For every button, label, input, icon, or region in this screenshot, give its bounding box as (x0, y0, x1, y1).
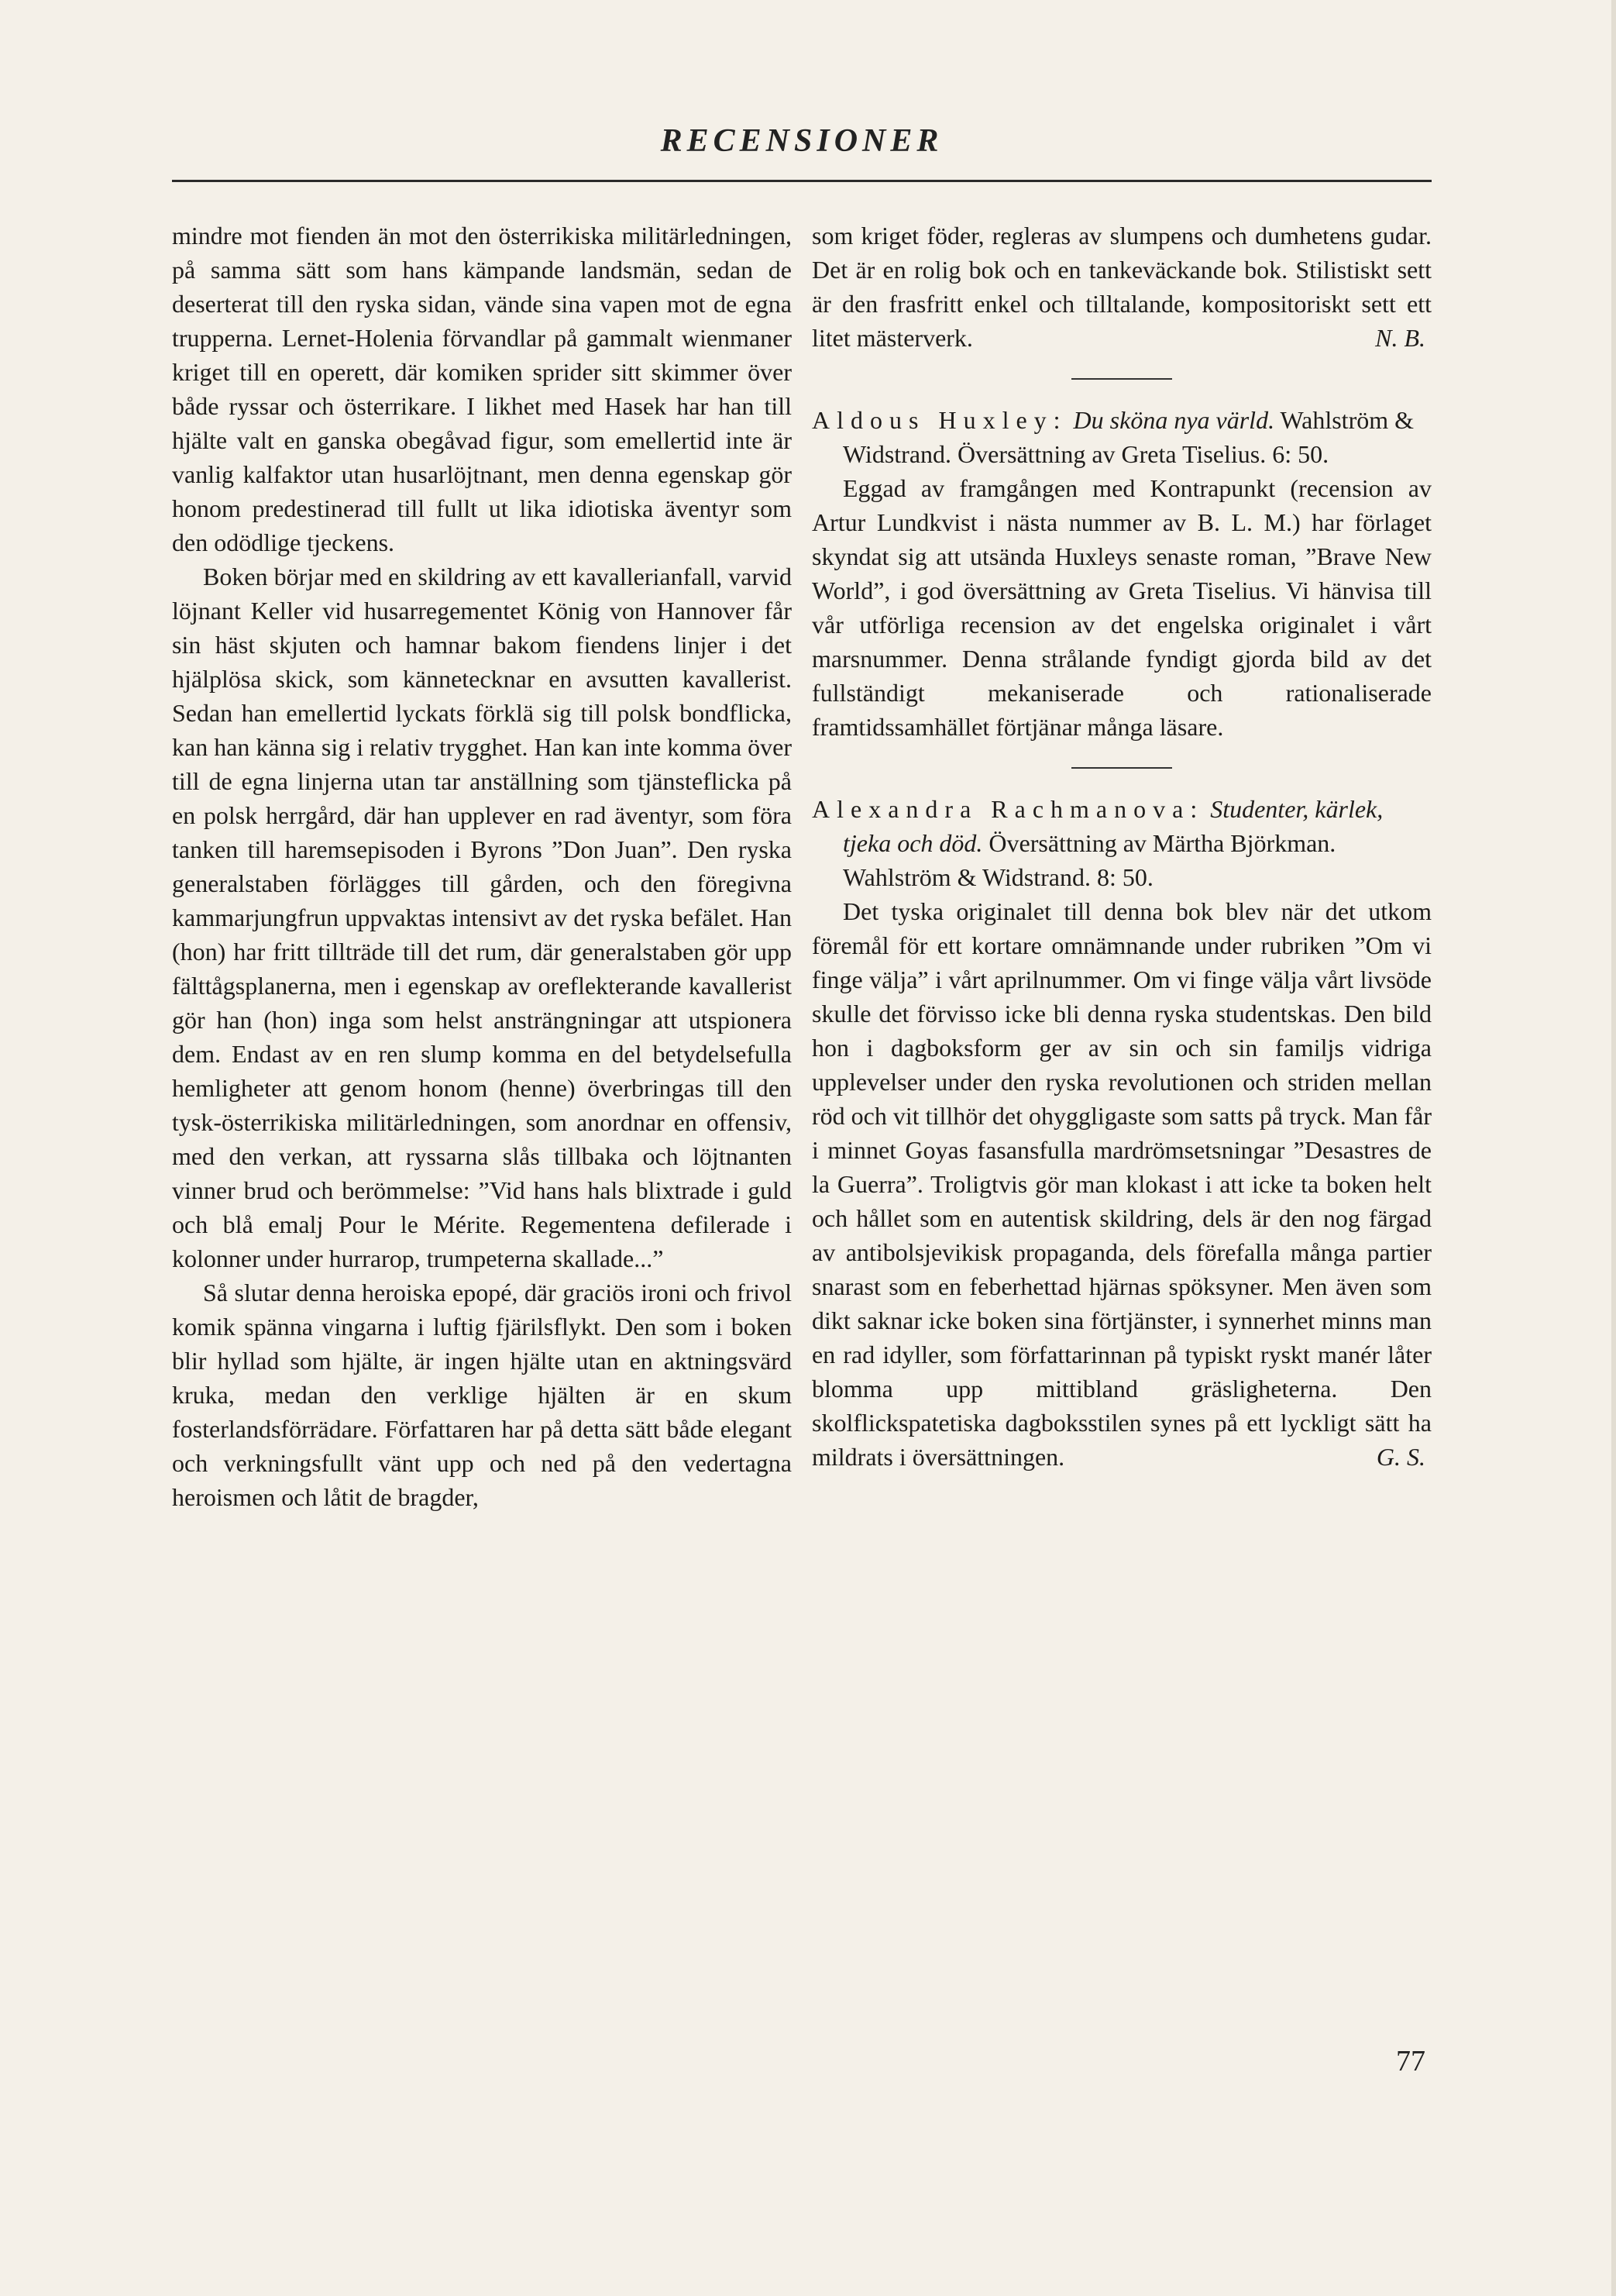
review-text: som kriget föder, regleras av slumpens och dumhetens gudar. Det är en rolig bok och en tankeväckande bok. Stilistiskt sett är den frasfritt enkel och tilltalande, kompositoriskt sett ett litet mästerverk. (812, 222, 1432, 352)
section-divider (1071, 767, 1172, 769)
reviewer-signature: N. B. (1375, 324, 1425, 352)
reviewer-signature: G. S. (1376, 1443, 1425, 1471)
right-column (812, 219, 1432, 1474)
running-header: RECENSIONER (660, 123, 944, 159)
review-paragraph: Eggad av framgången med Kontrapunkt (recension av Artur Lundkvist i nästa nummer av B. L. M.) har förlaget skyndat sig att utsända Huxleys senaste roman, ”Brave New World”, i god översättning av Greta Tiselius. Vi hänvisa till vår utförliga recension av det engelska originalet i vårt marsnummer. Denna strålande fyndigt gjorda bild av det fullständigt mekaniserade och rationaliserade framtidssamhället förtjänar många läsare. (812, 474, 1432, 741)
paragraph: mindre mot fienden än mot den österrikiska militärledningen, på samma sätt som hans kämpande landsmän, sedan de deserterat till den ryska sidan, vände sina vapen mot de egna trupperna. Lernet-Holenia förvandlar på gammalt wienmaner kriget till en operett, där komiken sprider sitt skimmer över både ryssar och österrikare. I likhet med Hasek har han till hjälte valt en ganska obegåvad figur, som emellertid inte är vanlig kalfaktor utan husarlöjtnant, men denna egenskap gör honom predestinerad till fullt ut lika idiotiska äventyr som den odödlige tjeckens. (172, 222, 792, 556)
paragraph: Så slutar denna heroiska epopé, där graciös ironi och frivol komik spänna vingarna i luftig fjärilsflykt. Den som i boken blir hyllad som hjälte, är ingen hjälte utan en aktningsvärd kruka, medan den verklige hjälten är en skum fosterlandsförrädare. Författaren har på detta sätt både elegant och verkningsfullt vänt upp och ned på den vedertagna heroismen och låtit de bragder, (172, 1279, 792, 1511)
book-title: Studenter, kärlek, tjeka och död. (843, 795, 1384, 857)
section-divider (1071, 378, 1172, 380)
header-rule (172, 180, 1432, 182)
left-column (172, 219, 792, 1514)
book-details: Wahlström & Widstrand. Översättning av Greta Tiselius. 6: 50. (843, 406, 1414, 468)
book-author: Alexandra Rachmanova: (812, 795, 1205, 823)
review-paragraph (812, 219, 1432, 355)
book-entry-huxley (812, 403, 1432, 471)
paragraph: Boken börjar med en skildring av ett kavallerianfall, varvid löjnant Keller vid husarregementet König von Hannover får sin häst skjuten och hamnar bakom fiendens linjer i det hjälplösa skick, som kännetecknar en avsutten kavallerist. Sedan han emellertid lyckats förklä sig till polsk bondflicka, kan han känna sig i relativ trygghet. Han kan inte komma över till de egna linjerna utan tar anställning som tjänsteflicka på en polsk herrgård, där han upplever en rad äventyr, som föra tanken till haremsepisoden i Byrons ”Don Juan”. Den ryska generalstaben förlägges till gården, och den föregivna kammarjungfrun uppvaktas intensivt av det ryska befälet. Han (hon) har fritt tillträde till det rum, där generalstaben gör upp fälttågsplanerna, men i egenskap av oreflekterande kavallerist gör han (hon) inga som helst ansträngningar att utspionera dem. Endast av en ren slump komma en del betydelsefulla hemligheter att genom honom (henne) överbringas till den tysk-österrikiska militärledningen, som anordnar en offensiv, med den verkan, att ryssarna slås tillbaka och löjtnanten vinner brud och berömmelse: ”Vid hans hals blixtrade i guld och blå emalj Pour le Mérite. Regementena defilerade i kolonner under hurrarop, trumpeterna skallade...” (172, 563, 792, 1272)
book-title: Du sköna nya värld. (1073, 406, 1275, 434)
book-details: Översättning av Märtha Björkman. Wahlström & Widstrand. 8: 50. (843, 829, 1336, 891)
book-entry-rachmanova (812, 792, 1432, 894)
book-author: Aldous Huxley: (812, 406, 1068, 434)
review-paragraph (812, 894, 1432, 1474)
review-text: Det tyska originalet till denna bok blev när det utkom föremål för ett kortare omnämnande under rubriken ”Om vi finge välja” i vårt aprilnummer. Om vi finge välja vårt livsöde skulle det förvisso icke bli denna ryska studentskas. Den bild hon i dagboksform ger av sin och sin familjs vidriga upplevelser under den ryska revolutionen och striden mellan röd och vit tillhör det ohyggligaste som satts på tryck. Man får i minnet Goyas fasansfulla mardrömsetsningar ”Desastres de la Guerra”. Troligtvis gör man klokast i att icke ta boken helt och hållet som en autentisk skildring, dels är den nog färgad av antibolsjevikisk propaganda, dels förefalla många partier snarast som en feberhettad hjärnas spöksyner. Men även som dikt saknar icke boken sina förtjänster, i synnerhet minns man en rad idyller, som författarinnan på typiskt ryskt manér låter blomma upp mittibland gräsligheterna. Den skolflickspatetiska dagboksstilen synes på ett lyckligt sätt ha mildrats i översättningen. (812, 897, 1432, 1471)
page-number: 77 (1396, 2045, 1425, 2077)
